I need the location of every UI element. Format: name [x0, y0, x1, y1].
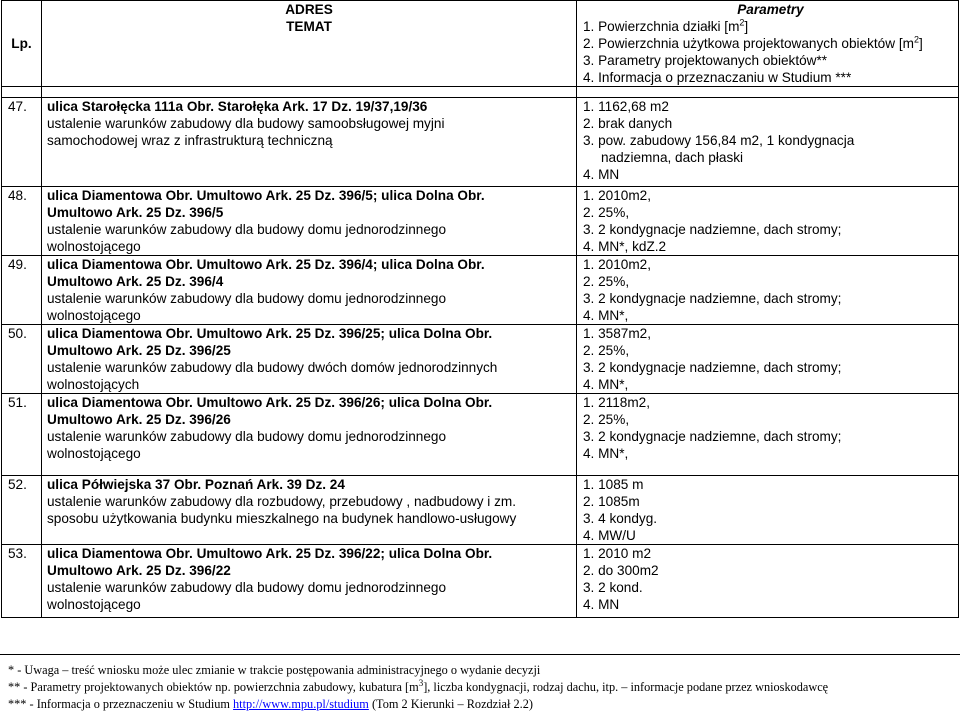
row-topic-line: ustalenie warunków zabudowy dla budowy dwóch domów jednorodzinnych [47, 360, 498, 375]
row-address: Umultowo Ark. 25 Dz. 396/25 [47, 343, 231, 358]
row-address: ulica Półwiejska 37 Obr. Poznań Ark. 39 Dz. 24 [47, 477, 345, 492]
row-address: ulica Diamentowa Obr. Umultowo Ark. 25 Dz. 396/5; ulica Dolna Obr. [47, 188, 485, 203]
row-topic-line: wolnostojących [47, 377, 140, 392]
row-number: 52. [2, 476, 42, 545]
row-address-topic [42, 476, 577, 545]
header-param-4: 4. Informacja o przeznaczaniu w Studium *** [583, 70, 852, 85]
row-param: 3. 2 kondygnacje nadziemne, dach stromy; [583, 291, 842, 306]
row-params [577, 476, 959, 545]
header-address [42, 1, 577, 87]
row-address-topic [42, 187, 577, 256]
row-param: 1. 2010m2, [583, 188, 652, 203]
row-topic-line: wolnostojącego [47, 239, 141, 254]
row-topic-line: ustalenie warunków zabudowy dla rozbudowy, przebudowy , nadbudowy i zm. [47, 494, 516, 509]
row-topic-line: ustalenie warunków zabudowy dla budowy domu jednorodzinnego [47, 429, 447, 444]
row-param: 4. MN*, [583, 377, 629, 392]
header-adres-label: ADRES [285, 2, 333, 17]
row-param: 4. MN*, [583, 308, 629, 323]
row-param: 3. 2 kondygnacje nadziemne, dach stromy; [583, 429, 842, 444]
row-param: 1. 1162,68 m2 [583, 99, 669, 114]
table-header-row [2, 1, 959, 87]
row-topic-line: sposobu użytkowania budynku mieszkalnego na budynek handlowo-usługowy [47, 511, 517, 526]
row-param: 1. 2010 m2 [583, 546, 652, 561]
row-params [577, 187, 959, 256]
row-address-topic [42, 256, 577, 325]
row-param: 4. MN*, kdZ.2 [583, 239, 667, 254]
row-number: 47. [2, 98, 42, 187]
row-params [577, 394, 959, 476]
row-params [577, 256, 959, 325]
row-param: 3. pow. zabudowy 156,84 m2, 1 kondygnacja [583, 133, 855, 148]
row-topic-line: wolnostojącego [47, 597, 141, 612]
header-separator [2, 87, 959, 98]
row-param: 3. 4 kondyg. [583, 511, 658, 526]
row-params [577, 545, 959, 618]
row-address-topic [42, 394, 577, 476]
row-param: 3. 2 kondygnacje nadziemne, dach stromy; [583, 222, 842, 237]
row-param: 1. 1085 m [583, 477, 644, 492]
table-row [2, 545, 959, 618]
row-params [577, 98, 959, 187]
row-number: 50. [2, 325, 42, 394]
row-param: nadziemna, dach płaski [601, 150, 744, 165]
row-param: 3. 2 kond. [583, 580, 643, 595]
row-address: Umultowo Ark. 25 Dz. 396/4 [47, 274, 224, 289]
header-lp: Lp. [2, 1, 42, 87]
row-number: 53. [2, 545, 42, 618]
row-topic-line: samochodowej wraz z infrastrukturą techniczną [47, 133, 333, 148]
row-param: 2. 25%, [583, 205, 630, 220]
row-param: 1. 2118m2, [583, 395, 651, 410]
row-param: 3. 2 kondygnacje nadziemne, dach stromy; [583, 360, 842, 375]
row-address-topic [42, 325, 577, 394]
header-temat-label: TEMAT [286, 19, 332, 34]
row-param: 2. brak danych [583, 116, 673, 131]
table-row [2, 187, 959, 256]
row-address: ulica Diamentowa Obr. Umultowo Ark. 25 Dz. 396/25; ulica Dolna Obr. [47, 326, 493, 341]
row-number: 48. [2, 187, 42, 256]
row-address: ulica Diamentowa Obr. Umultowo Ark. 25 Dz. 396/22; ulica Dolna Obr. [47, 546, 493, 561]
header-param-2: 2. Powierzchnia użytkowa projektowanych obiektów $[m^2]$ [583, 34, 923, 51]
table-row [2, 325, 959, 394]
footnote-rule [0, 654, 960, 655]
row-address: ulica Diamentowa Obr. Umultowo Ark. 25 Dz. 396/26; ulica Dolna Obr. [47, 395, 493, 410]
row-param: 2. 25%, [583, 274, 630, 289]
row-address: ulica Starołęcka 111a Obr. Starołęka Ark. 17 Dz. 19/37,19/36 [47, 99, 428, 114]
header-param-1: 1. Powierzchnia działki $[m^2]$ [583, 17, 749, 34]
row-param: 4. MW/U [583, 528, 636, 543]
row-param: 1. 2010m2, [583, 257, 652, 272]
footnote-2: ** - Parametry projektowanych obiektów np. powierzchnia zabudowy, kubatura $[m^3]$, liczba kondygnacji, rodzaj dachu, itp. – informacje podane przez wnioskodawcę [8, 677, 829, 694]
row-param: 1. 3587m2, [583, 326, 652, 341]
row-address-topic [42, 98, 577, 187]
row-param: 2. 25%, [583, 412, 630, 427]
records-table [1, 0, 959, 618]
table-row [2, 394, 959, 476]
row-topic-line: ustalenie warunków zabudowy dla budowy samoobsługowej myjni [47, 116, 445, 131]
row-number: 49. [2, 256, 42, 325]
footnote-3: *** - Informacja o przeznaczeniu w Studium http://www.mpu.pl/studium (Tom 2 Kierunki – Rozdział 2.2) [8, 697, 533, 711]
row-topic-line: ustalenie warunków zabudowy dla budowy domu jednorodzinnego [47, 291, 447, 306]
row-topic-line: wolnostojącego [47, 446, 141, 461]
row-params [577, 325, 959, 394]
row-topic-line: wolnostojącego [47, 308, 141, 323]
row-address: ulica Diamentowa Obr. Umultowo Ark. 25 Dz. 396/4; ulica Dolna Obr. [47, 257, 485, 272]
row-address: Umultowo Ark. 25 Dz. 396/22 [47, 563, 231, 578]
header-parameters [577, 1, 959, 87]
studium-link[interactable]: http://www.mpu.pl/studium [233, 697, 369, 711]
footnote-1: * - Uwaga – treść wniosku może ulec zmianie w trakcie postępowania administracyjnego o wydanie decyzji [8, 663, 541, 677]
row-param: 2. 25%, [583, 343, 630, 358]
row-address: Umultowo Ark. 25 Dz. 396/5 [47, 205, 224, 220]
table-row [2, 98, 959, 187]
row-address: Umultowo Ark. 25 Dz. 396/26 [47, 412, 231, 427]
row-topic-line: ustalenie warunków zabudowy dla budowy domu jednorodzinnego [47, 222, 447, 237]
table-row [2, 476, 959, 545]
header-param-3: 3. Parametry projektowanych obiektów** [583, 53, 828, 68]
row-param: 4. MN*, [583, 446, 629, 461]
row-number: 51. [2, 394, 42, 476]
row-address-topic [42, 545, 577, 618]
table-row [2, 256, 959, 325]
row-param: 2. do 300m2 [583, 563, 659, 578]
row-param: 4. MN [583, 597, 620, 612]
row-param: 4. MN [583, 167, 620, 182]
header-parametry-title: Parametry [737, 2, 804, 17]
row-topic-line: ustalenie warunków zabudowy dla budowy domu jednorodzinnego [47, 580, 447, 595]
row-param: 2. 1085m [583, 494, 640, 509]
